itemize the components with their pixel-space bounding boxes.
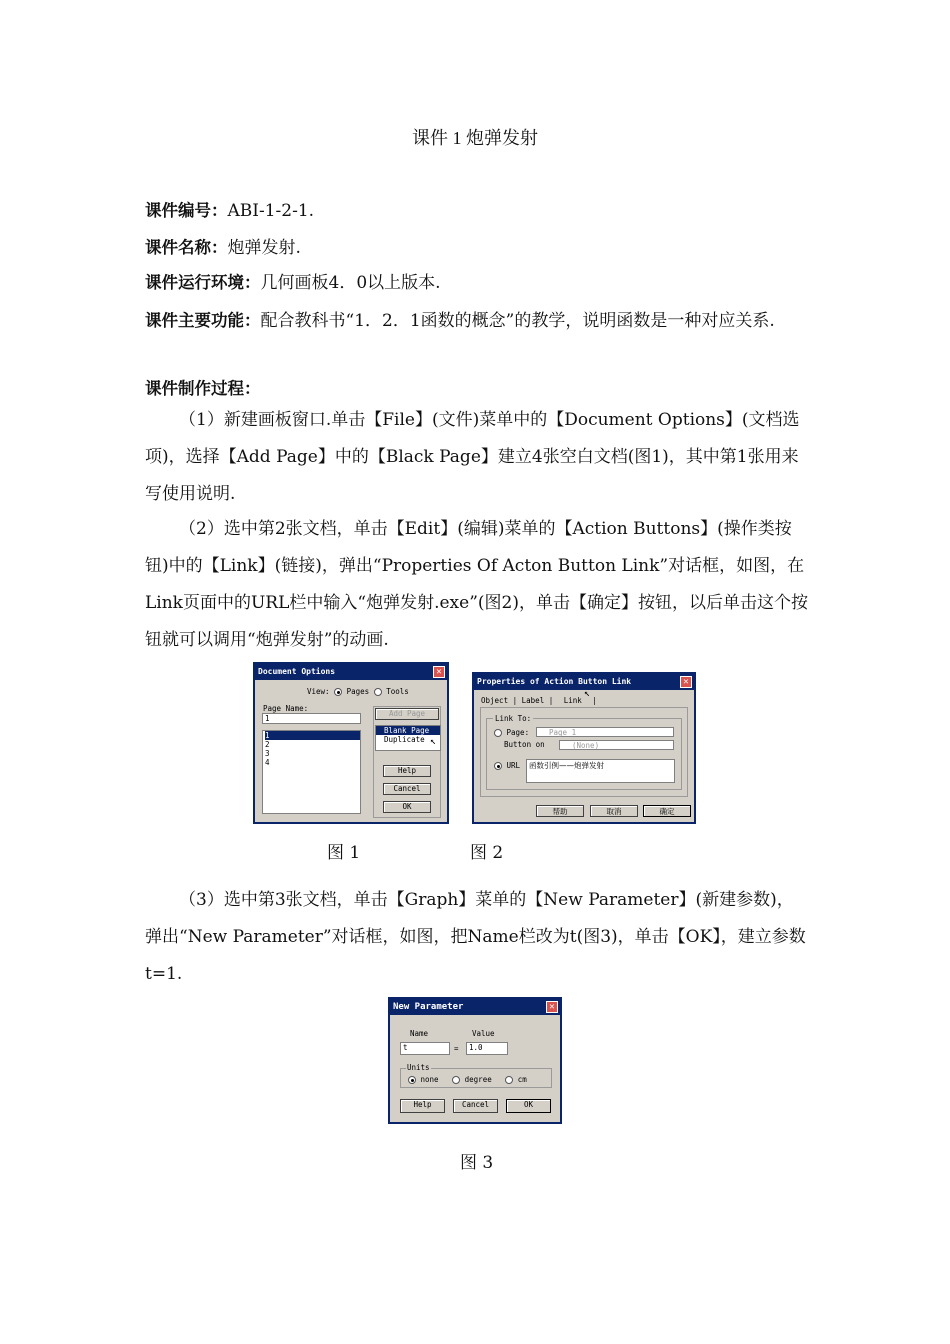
page-select[interactable]: Page 1 <box>536 727 674 737</box>
radio-cm[interactable] <box>505 1076 513 1084</box>
name-label: Name <box>410 1029 429 1038</box>
radio-none[interactable] <box>408 1076 416 1084</box>
close-icon[interactable]: ✕ <box>546 1001 558 1013</box>
tab-object[interactable]: Object <box>481 696 509 705</box>
cancel-button[interactable]: Cancel <box>453 1099 498 1113</box>
menu-item-blank-page[interactable]: Blank Page <box>376 726 440 735</box>
url-field[interactable]: 函数引例——炮弹发射 <box>526 759 675 783</box>
caption-fig3: 图 3 <box>460 1153 494 1173</box>
document-options-dialog <box>253 662 449 824</box>
title-text: 炮弹发射 <box>466 128 538 149</box>
page-list[interactable] <box>262 730 361 814</box>
caption-fig1: 图 1 <box>327 843 361 863</box>
radio-url[interactable] <box>494 762 502 770</box>
page-row: Page: <box>494 728 529 737</box>
meta-environment: 课件运行环境：几何画板4．0以上版本. <box>145 273 441 293</box>
close-icon[interactable]: ✕ <box>433 666 445 678</box>
paragraph-1: （1）新建画板窗口.单击【File】(文件)菜单中的【Document Options】(文档选项)，选择【Add Page】中的【Black Page】建立4张空白文档(图1)，其中第1张用来写使用说明. <box>145 410 800 504</box>
help-button[interactable]: Help <box>400 1099 445 1113</box>
list-item[interactable]: 4 <box>265 758 270 767</box>
list-item[interactable]: 3 <box>265 749 270 758</box>
page-name-field[interactable]: 1 <box>262 713 361 724</box>
ok-button[interactable]: OK <box>506 1099 551 1113</box>
button-on-label: Button on <box>504 740 545 749</box>
meta-process: 课件制作过程： <box>145 379 261 398</box>
button-on-select[interactable]: (None) <box>559 740 674 750</box>
equals-sign: = <box>454 1044 459 1053</box>
paragraph-2: （2）选中第2张文档，单击【Edit】(编辑)菜单的【Action Buttons】(操作类按钮)中的【Link】(链接)，弹出“Properties Of Acton Button Link”对话框，如图，在Link页面中的URL栏中输入“炮弹发射.exe”(图2)，单击【确定】按钮，以后单击这个按钮就可以调用“炮弹发射”的动画. <box>145 519 808 650</box>
dialog-titlebar: Properties of Action Button Link ✕ <box>474 674 694 690</box>
units-row: none degree cm <box>408 1075 527 1084</box>
help-button[interactable]: 帮助 <box>536 805 584 817</box>
tab-label[interactable]: Label <box>521 696 545 705</box>
ok-button[interactable]: OK <box>383 801 431 813</box>
dialog-titlebar: Document Options ✕ <box>255 664 447 680</box>
cursor-icon: ↖ <box>430 736 437 747</box>
radio-tools[interactable] <box>374 688 382 696</box>
radio-page[interactable] <box>494 729 502 737</box>
menu-item-duplicate[interactable]: Duplicate <box>384 735 425 744</box>
page-name-label: Page Name: <box>263 704 309 713</box>
units-label: Units <box>407 1063 430 1072</box>
help-button[interactable]: Help <box>383 765 431 777</box>
title-number: 1 <box>452 128 462 148</box>
tab-bar: Object | Label | Link | <box>481 696 597 705</box>
meta-name: 课件名称：炮弹发射. <box>145 238 301 258</box>
radio-pages[interactable] <box>334 688 342 696</box>
view-row: View: Pages Tools <box>307 687 409 696</box>
page-title <box>0 124 950 150</box>
close-icon[interactable]: ✕ <box>680 676 692 688</box>
url-row: URL <box>494 761 520 770</box>
name-field[interactable]: t <box>400 1042 450 1055</box>
paragraph-3: （3）选中第3张文档，单击【Graph】菜单的【New Parameter】(新建参数)，弹出“New Parameter”对话框，如图，把Name栏改为t(图3)，单击【OK】，建立参数t=1. <box>145 890 806 984</box>
meta-id: 课件编号：ABⅠ-1-2-1. <box>145 201 315 221</box>
dialog-titlebar: New Parameter ✕ <box>390 999 560 1015</box>
list-item[interactable]: 2 <box>265 740 270 749</box>
list-item[interactable]: 1 <box>265 731 360 740</box>
new-parameter-dialog <box>388 997 562 1124</box>
cancel-button[interactable]: 取消 <box>590 805 638 817</box>
value-label: Value <box>472 1029 495 1038</box>
add-page-button[interactable]: Add Page <box>375 708 439 720</box>
cancel-button[interactable]: Cancel <box>383 783 431 795</box>
meta-function: 课件主要功能：配合教科书“1．2．1函数的概念”的教学，说明函数是一种对应关系. <box>145 311 775 331</box>
action-button-link-dialog <box>472 672 696 824</box>
link-to-label: Link To: <box>495 714 532 723</box>
tab-link[interactable]: Link <box>563 696 582 705</box>
ok-button[interactable]: 确定 <box>643 805 691 817</box>
caption-fig2: 图 2 <box>470 843 504 863</box>
cursor-icon: ↖ <box>584 688 591 699</box>
value-field[interactable]: 1.0 <box>466 1042 508 1055</box>
title-prefix: 课件 <box>412 128 448 149</box>
radio-degree[interactable] <box>452 1076 460 1084</box>
